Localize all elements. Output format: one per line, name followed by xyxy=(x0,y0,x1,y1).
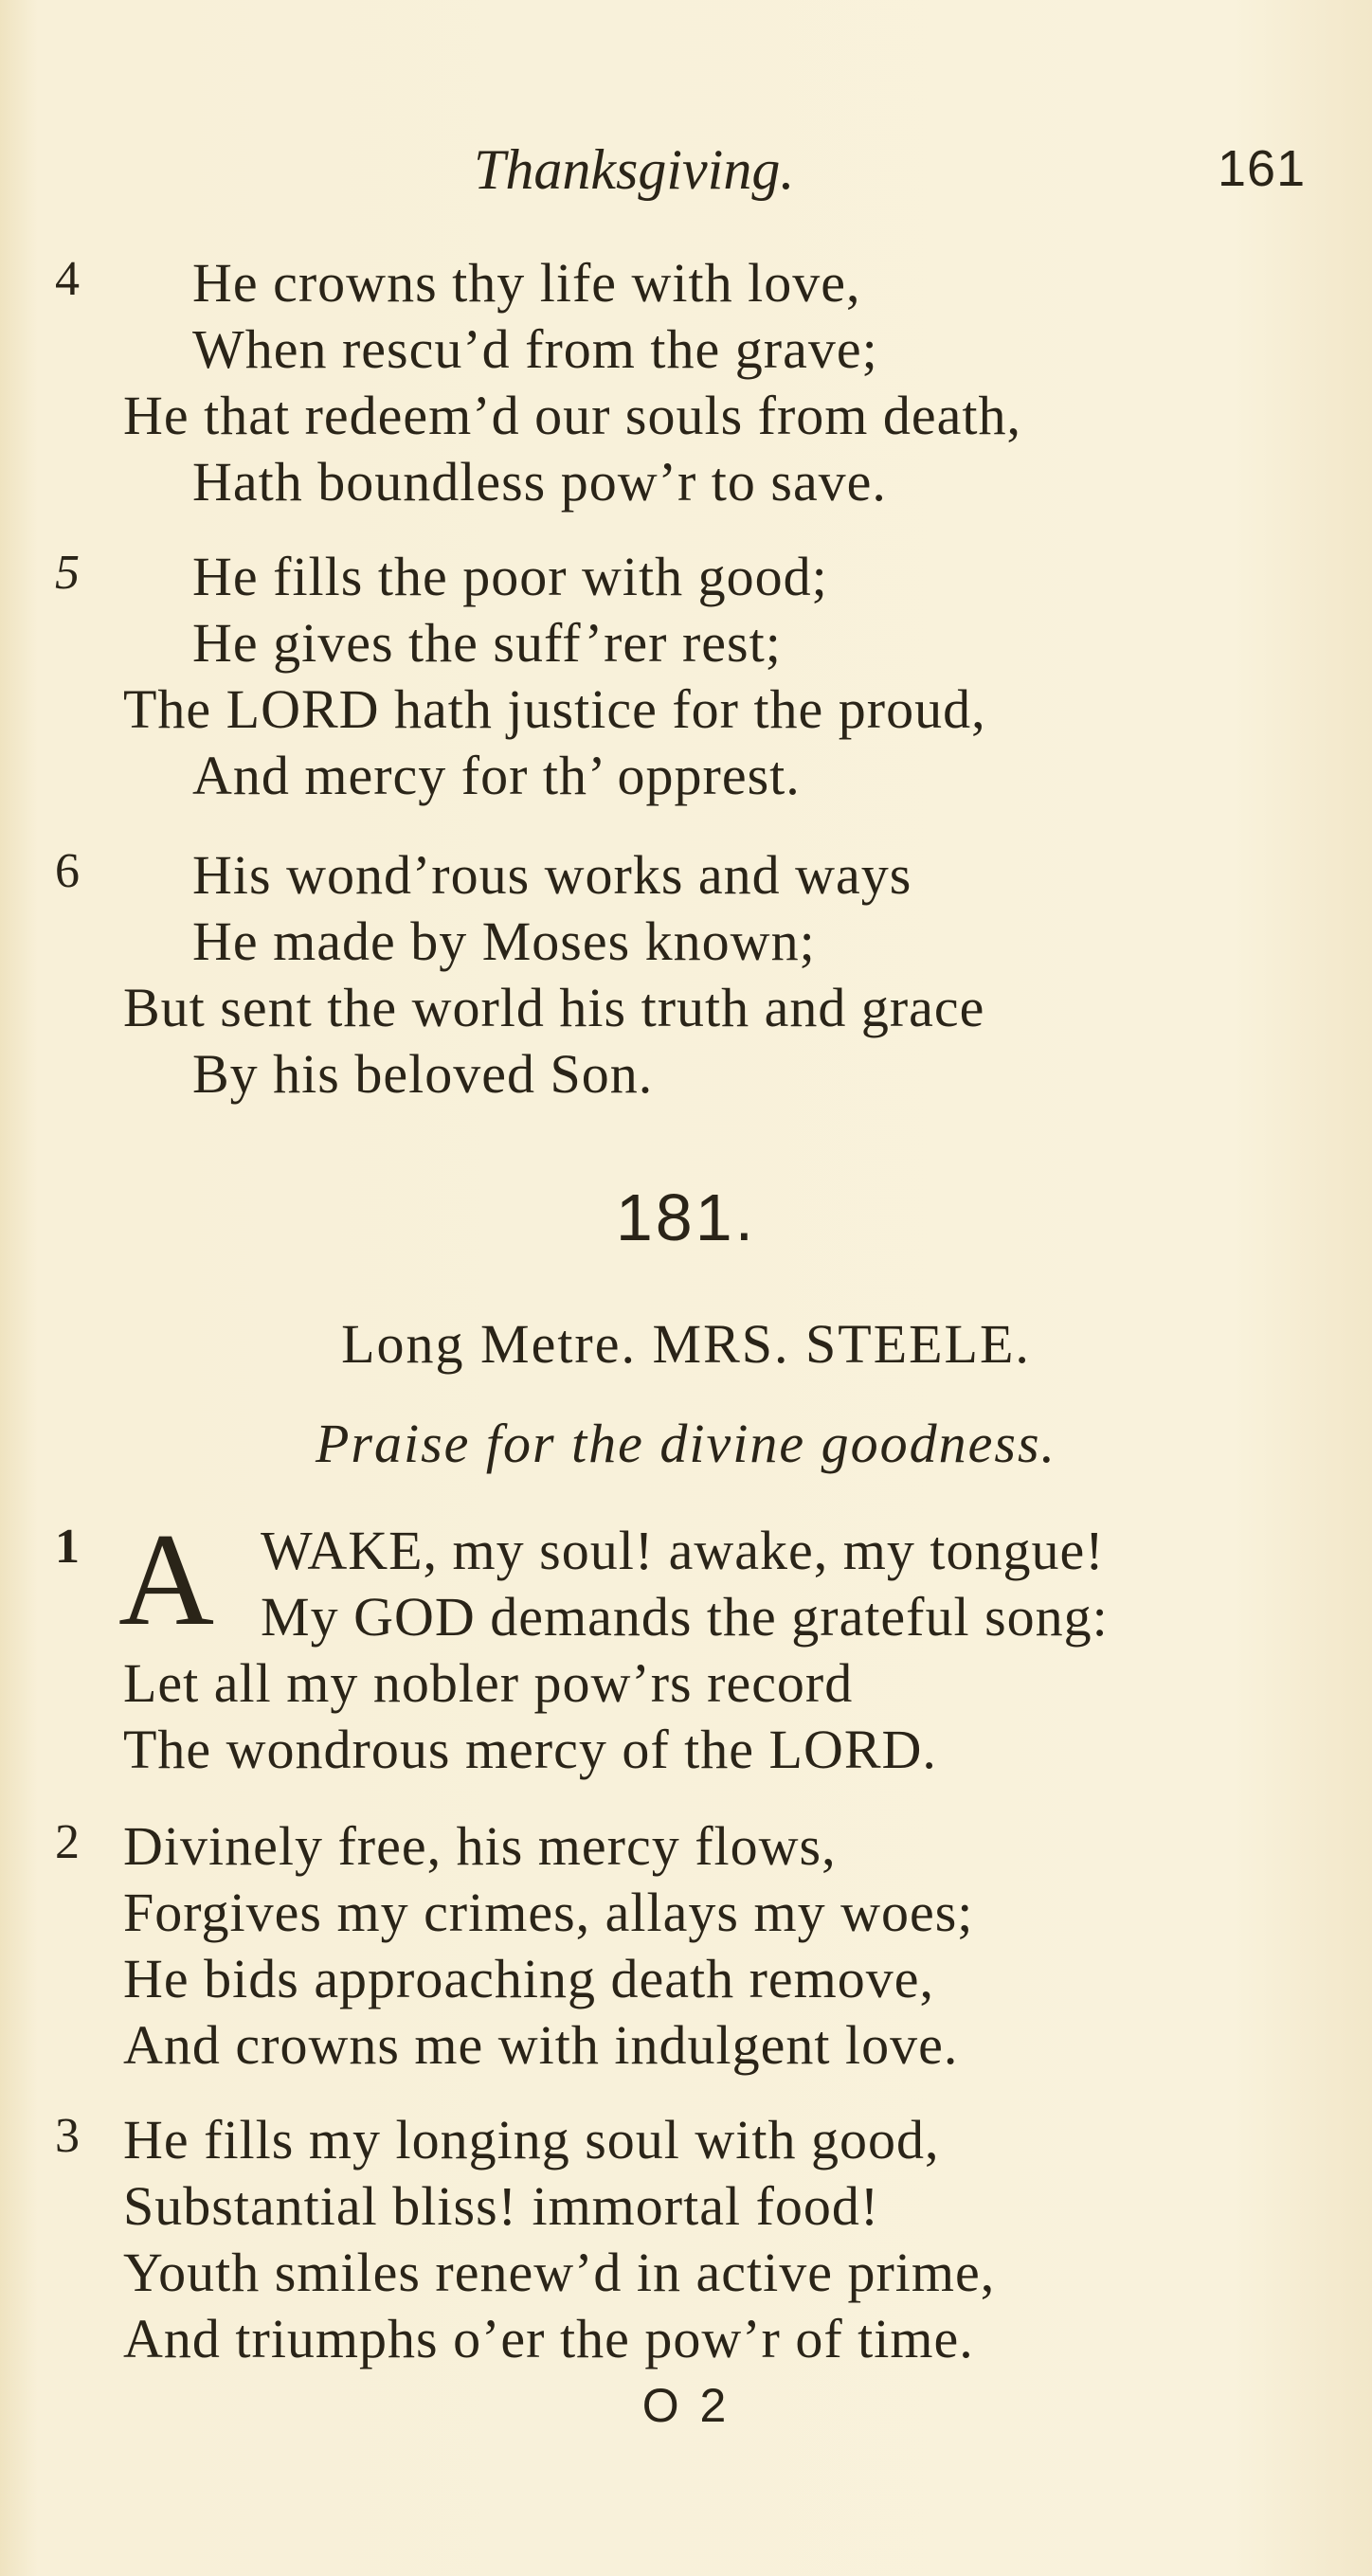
hymn-meter-and-author: Long Metre. MRS. STEELE. xyxy=(341,1313,1031,1375)
verse-line: Substantial bliss! immortal food! xyxy=(123,2175,880,2237)
verse-line: He crowns thy life with love, xyxy=(192,252,861,314)
verse-line: Divinely free, his mercy flows, xyxy=(123,1815,837,1877)
hymn-subject: Praise for the divine goodness. xyxy=(315,1413,1057,1474)
verse-line: And triumphs o’er the pow’r of time. xyxy=(123,2308,974,2369)
stanza-number: 5 xyxy=(55,546,80,600)
verse-line: Let all my nobler pow’rs record xyxy=(123,1652,854,1714)
stanza-number: 1 xyxy=(55,1520,80,1574)
running-title: Thanksgiving. xyxy=(474,138,795,201)
verse-line: He made by Moses known; xyxy=(192,910,816,972)
verse-line: And crowns me with indulgent love. xyxy=(123,2014,959,2076)
verse-line: Youth smiles renew’d in active prime, xyxy=(123,2242,996,2303)
verse-line: The wondrous mercy of the LORD. xyxy=(123,1719,937,1780)
verse-line: The LORD hath justice for the proud, xyxy=(123,678,986,740)
page-number: 161 xyxy=(1218,140,1307,197)
stanza-number: 2 xyxy=(55,1815,80,1869)
verse-line: He that redeem’d our souls from death, xyxy=(123,385,1021,446)
verse-line: He fills the poor with good; xyxy=(192,546,828,607)
verse-line: By his beloved Son. xyxy=(192,1043,654,1105)
verse-line: But sent the world his truth and grace xyxy=(123,977,985,1038)
verse-line: He bids approaching death remove, xyxy=(123,1948,934,2009)
verse-line: When rescu’d from the grave; xyxy=(192,318,878,380)
verse-line: He gives the suff’rer rest; xyxy=(192,612,782,674)
stanza-number: 6 xyxy=(55,844,80,898)
verse-line: His wond’rous works and ways xyxy=(192,844,912,906)
hymn-number: 181. xyxy=(615,1180,757,1254)
verse-line: Hath boundless pow’r to save. xyxy=(192,451,887,513)
stanza-number: 4 xyxy=(55,252,80,306)
verse-line: And mercy for th’ opprest. xyxy=(192,745,801,806)
verse-line: Forgives my crimes, allays my woes; xyxy=(123,1882,974,1943)
verse-line: My GOD demands the grateful song: xyxy=(261,1586,1109,1648)
verse-line: He fills my longing soul with good, xyxy=(123,2109,940,2171)
stanza-number: 3 xyxy=(55,2109,80,2163)
verse-line: WAKE, my soul! awake, my tongue! xyxy=(261,1520,1105,1581)
running-head xyxy=(0,137,1372,213)
signature-mark: O 2 xyxy=(641,2379,731,2432)
drop-cap: A xyxy=(118,1506,215,1653)
